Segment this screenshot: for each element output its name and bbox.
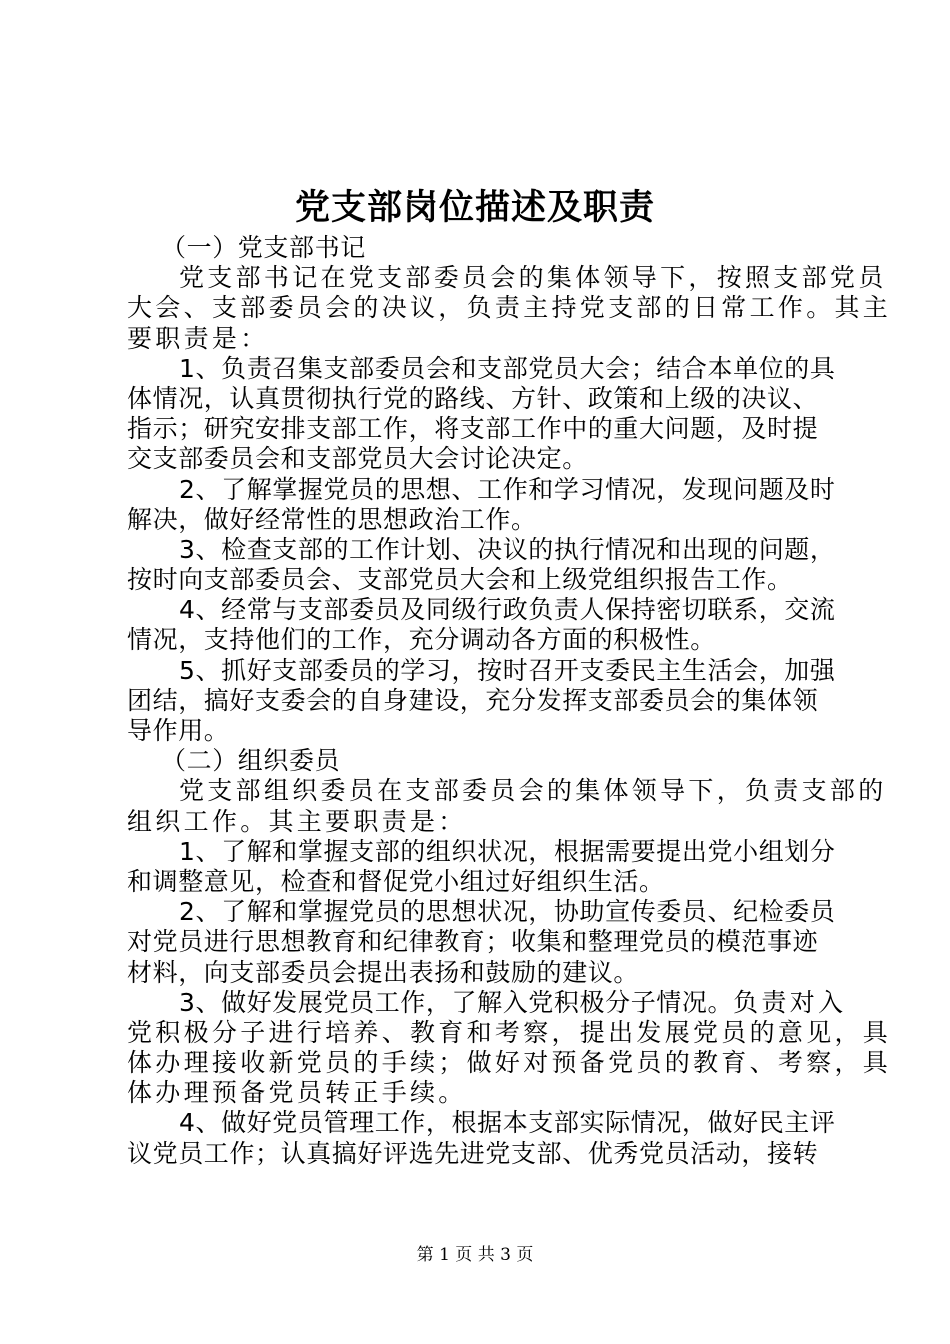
- text-line: 3、检查支部的工作计划、决议的执行情况和出现的问题，: [179, 534, 836, 564]
- text-line: 1、负责召集支部委员会和支部党员大会；结合本单位的具: [179, 353, 836, 383]
- text-line: （一）党支部书记: [161, 233, 366, 262]
- text-line: 要职责是：: [127, 323, 269, 353]
- text-line: 党支部组织委员在支部委员会的集体领导下，负责支部的: [179, 776, 887, 806]
- text-line: 大会、支部委员会的决议，负责主持党支部的日常工作。其主: [127, 293, 892, 323]
- text-line: 解决，做好经常性的思想政治工作。: [127, 504, 537, 534]
- text-line: [127, 987, 847, 1018]
- text-line: 2、了解和掌握党员的思想状况，协助宣传委员、纪检委员: [179, 897, 836, 927]
- text-line: 5、抓好支部委员的学习，按时召开支委民主生活会，加强: [179, 655, 836, 685]
- text-line: 和调整意见，检查和督促党小组过好组织生活。: [127, 866, 665, 896]
- text-line: 体办理预备党员转正手续。: [127, 1078, 467, 1108]
- text-line: 4、做好党员管理工作，根据本支部实际情况，做好民主评: [179, 1108, 836, 1138]
- text-line: 交支部委员会和支部党员大会讨论决定。: [127, 444, 588, 474]
- text-line: 体情况，认真贯彻执行党的路线、方针、政策和上级的决议、: [127, 383, 819, 413]
- text-line: 4、经常与支部委员及同级行政负责人保持密切联系，交流: [179, 595, 836, 625]
- text-line: 材料，向支部委员会提出表扬和鼓励的建议。: [127, 957, 640, 987]
- text-line: 组织工作。其主要职责是：: [127, 806, 467, 836]
- text-line: 情况，支持他们的工作，充分调动各方面的积极性。: [127, 625, 716, 655]
- text-line: 按时向支部委员会、支部党员大会和上级党组织报告工作。: [127, 565, 793, 595]
- text-line: 党积极分子进行培养、教育和考察，提出发展党员的意见，具: [127, 1017, 892, 1047]
- text-line: 团结，搞好支委会的自身建设，充分发挥支部委员会的集体领: [127, 685, 819, 715]
- text-line: 体办理接收新党员的手续；做好对预备党员的教育、考察，具: [127, 1048, 892, 1078]
- text-line: 对党员进行思想教育和纪律教育；收集和整理党员的模范事迹: [127, 927, 819, 957]
- text-line: 指示；研究安排支部工作，将支部工作中的重大问题，及时提: [127, 414, 819, 444]
- text-segment-light: 负责对入: [733, 987, 847, 1017]
- text-segment-bold: 3、做好发展党员工作，了解入党积极分子情况。: [179, 987, 734, 1017]
- document-title: 党支部岗位描述及职责: [294, 187, 655, 228]
- text-line: 党支部书记在党支部委员会的集体领导下，按照支部党员: [179, 263, 887, 293]
- text-line: （二）组织委员: [161, 746, 341, 776]
- page-footer: 第 1 页 共 3 页: [416, 1245, 534, 1265]
- document-body: [127, 233, 892, 1169]
- text-line: 1、了解和掌握支部的组织状况，根据需要提出党小组划分: [179, 836, 836, 866]
- text-line: 议党员工作；认真搞好评选先进党支部、优秀党员活动，接转: [127, 1138, 819, 1168]
- text-line: 2、了解掌握党员的思想、工作和学习情况，发现问题及时: [179, 474, 836, 504]
- text-line: 导作用。: [127, 716, 230, 745]
